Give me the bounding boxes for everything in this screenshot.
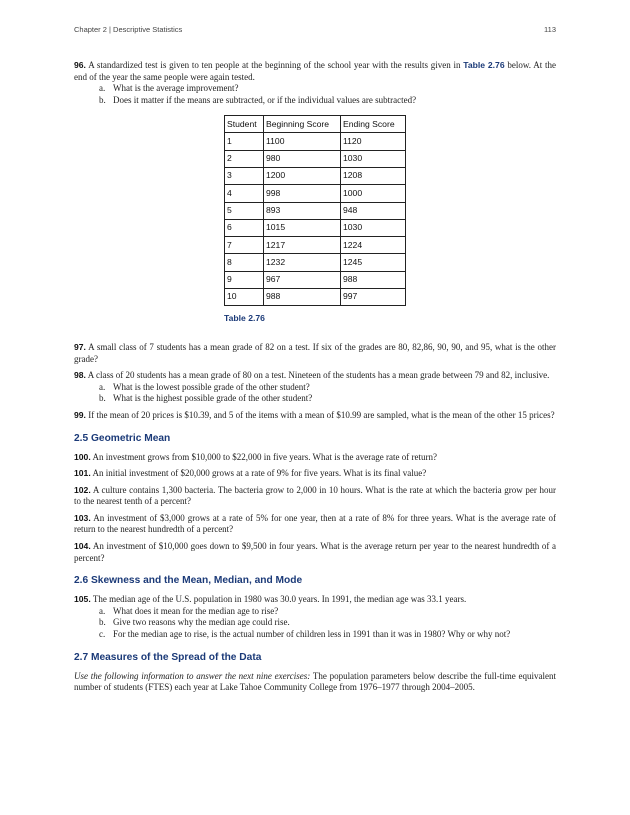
table-row: 9 967 988 bbox=[225, 271, 406, 288]
table-2-76-container bbox=[224, 115, 556, 325]
exercise-number: 98. bbox=[74, 370, 86, 381]
intro-text: The population parameters below describe the full-time equivalent number of students (FTES) each year at Lake Tahoe Community College from 1976–1977 through 2004–2005. bbox=[74, 670, 556, 693]
sub-question: a. What is the average improvement? bbox=[99, 83, 239, 94]
exercise-text: An investment of $3,000 grows at a rate of 5% for one year, then at a rate of 8% for three years. What is the average rate of return to the nearest hundredth of a percent? bbox=[74, 512, 556, 535]
exercise-text: If the mean of 20 prices is $10.39, and 5 of the items with a mean of $10.99 are sampled, what is the mean of the other 15 prices? bbox=[88, 409, 555, 420]
exercise-100 bbox=[74, 452, 556, 464]
exercise-number: 99. bbox=[74, 409, 86, 420]
column-header-student: Student bbox=[225, 116, 264, 133]
page-number: 113 bbox=[544, 25, 556, 34]
exercise-number: 105. bbox=[74, 594, 91, 605]
exercise-101 bbox=[74, 468, 556, 480]
table-row: 4 998 1000 bbox=[225, 185, 406, 202]
table-row: 3 1200 1208 bbox=[225, 167, 406, 184]
table-row: 1 1100 1120 bbox=[225, 133, 406, 150]
column-header-beginning-score: Beginning Score bbox=[264, 116, 341, 133]
sub-question: a. What does it mean for the median age to rise? bbox=[99, 605, 279, 616]
sub-question-list bbox=[74, 606, 556, 641]
exercise-96 bbox=[74, 60, 556, 106]
scores-table bbox=[224, 115, 406, 306]
section-heading-geometric-mean: 2.5 Geometric Mean bbox=[74, 432, 171, 444]
section-intro bbox=[74, 671, 556, 694]
exercise-number: 96. bbox=[74, 60, 86, 70]
table-caption: Table 2.76 bbox=[224, 313, 265, 324]
sub-question: b. Does it matter if the means are subtracted, or if the individual values are subtracted? bbox=[99, 94, 417, 105]
exercise-102 bbox=[74, 485, 556, 508]
exercise-text: An investment of $10,000 goes down to $9,500 in four years. What is the average return per year to the nearest hundredth of a percent? bbox=[74, 541, 556, 563]
table-row: 10 988 997 bbox=[225, 289, 406, 306]
exercise-number: 100. bbox=[74, 451, 91, 462]
exercise-text: An initial investment of $20,000 grows at a rate of 9% for five years. What is its final value? bbox=[92, 468, 427, 479]
sub-question: c. For the median age to rise, is the actual number of children less in 1991 than it was in 1980? Why or why not? bbox=[99, 629, 511, 640]
exercise-text: The median age of the U.S. population in 1980 was 30.0 years. In 1991, the median age was 33.1 years. bbox=[92, 594, 467, 605]
intro-instruction: Use the following information to answer the next nine exercises: bbox=[74, 670, 311, 681]
sub-question: b. What is the highest possible grade of the other student? bbox=[99, 393, 313, 404]
exercise-text: A small class of 7 students has a mean grade of 82 on a test. If six of the grades are 80, 82,86, 90, 90, and 95, what is the other grade? bbox=[74, 341, 556, 364]
page-content bbox=[74, 60, 556, 699]
exercise-text-continued: below. At the end of the year the same people were again tested. bbox=[74, 60, 556, 82]
table-reference-link[interactable]: Table 2.76 bbox=[463, 60, 505, 70]
exercise-104 bbox=[74, 541, 556, 564]
exercise-105 bbox=[74, 594, 556, 640]
section-heading-skewness: 2.6 Skewness and the Mean, Median, and Mode bbox=[74, 575, 303, 587]
sub-question: a. What is the lowest possible grade of the other student? bbox=[99, 381, 310, 392]
chapter-title: Chapter 2 | Descriptive Statistics bbox=[74, 25, 183, 34]
sub-question-list bbox=[74, 382, 556, 405]
exercise-98 bbox=[74, 370, 556, 405]
exercise-text: A class of 20 students has a mean grade of 80 on a test. Nineteen of the students has a mean grade between 79 and 82, inclusive. bbox=[87, 370, 550, 381]
table-row: 6 1015 1030 bbox=[225, 219, 406, 236]
exercise-number: 104. bbox=[74, 541, 91, 552]
column-header-ending-score: Ending Score bbox=[341, 116, 406, 133]
exercise-103 bbox=[74, 513, 556, 536]
table-row: 5 893 948 bbox=[225, 202, 406, 219]
exercise-number: 101. bbox=[74, 468, 91, 479]
exercise-99 bbox=[74, 410, 556, 422]
exercise-text: A culture contains 1,300 bacteria. The bacteria grow to 2,000 in 10 hours. What is the rate at which the bacteria grow per hour to the nearest tenth of a percent? bbox=[74, 484, 556, 507]
exercise-text: A standardized test is given to ten people at the beginning of the school year with the results given in bbox=[88, 60, 461, 70]
section-heading-spread: 2.7 Measures of the Spread of the Data bbox=[74, 651, 262, 663]
exercise-number: 103. bbox=[74, 512, 91, 523]
table-row: 8 1232 1245 bbox=[225, 254, 406, 271]
table-row: 7 1217 1224 bbox=[225, 237, 406, 254]
table-header-row bbox=[225, 116, 406, 133]
sub-question-list bbox=[74, 83, 556, 106]
exercise-text: An investment grows from $10,000 to $22,000 in five years. What is the average rate of return? bbox=[92, 451, 437, 462]
exercise-97 bbox=[74, 342, 556, 365]
exercise-number: 97. bbox=[74, 341, 86, 352]
table-row: 2 980 1030 bbox=[225, 150, 406, 167]
sub-question: b. Give two reasons why the median age could rise. bbox=[99, 617, 290, 628]
exercise-number: 102. bbox=[74, 484, 91, 495]
running-header bbox=[74, 25, 556, 39]
